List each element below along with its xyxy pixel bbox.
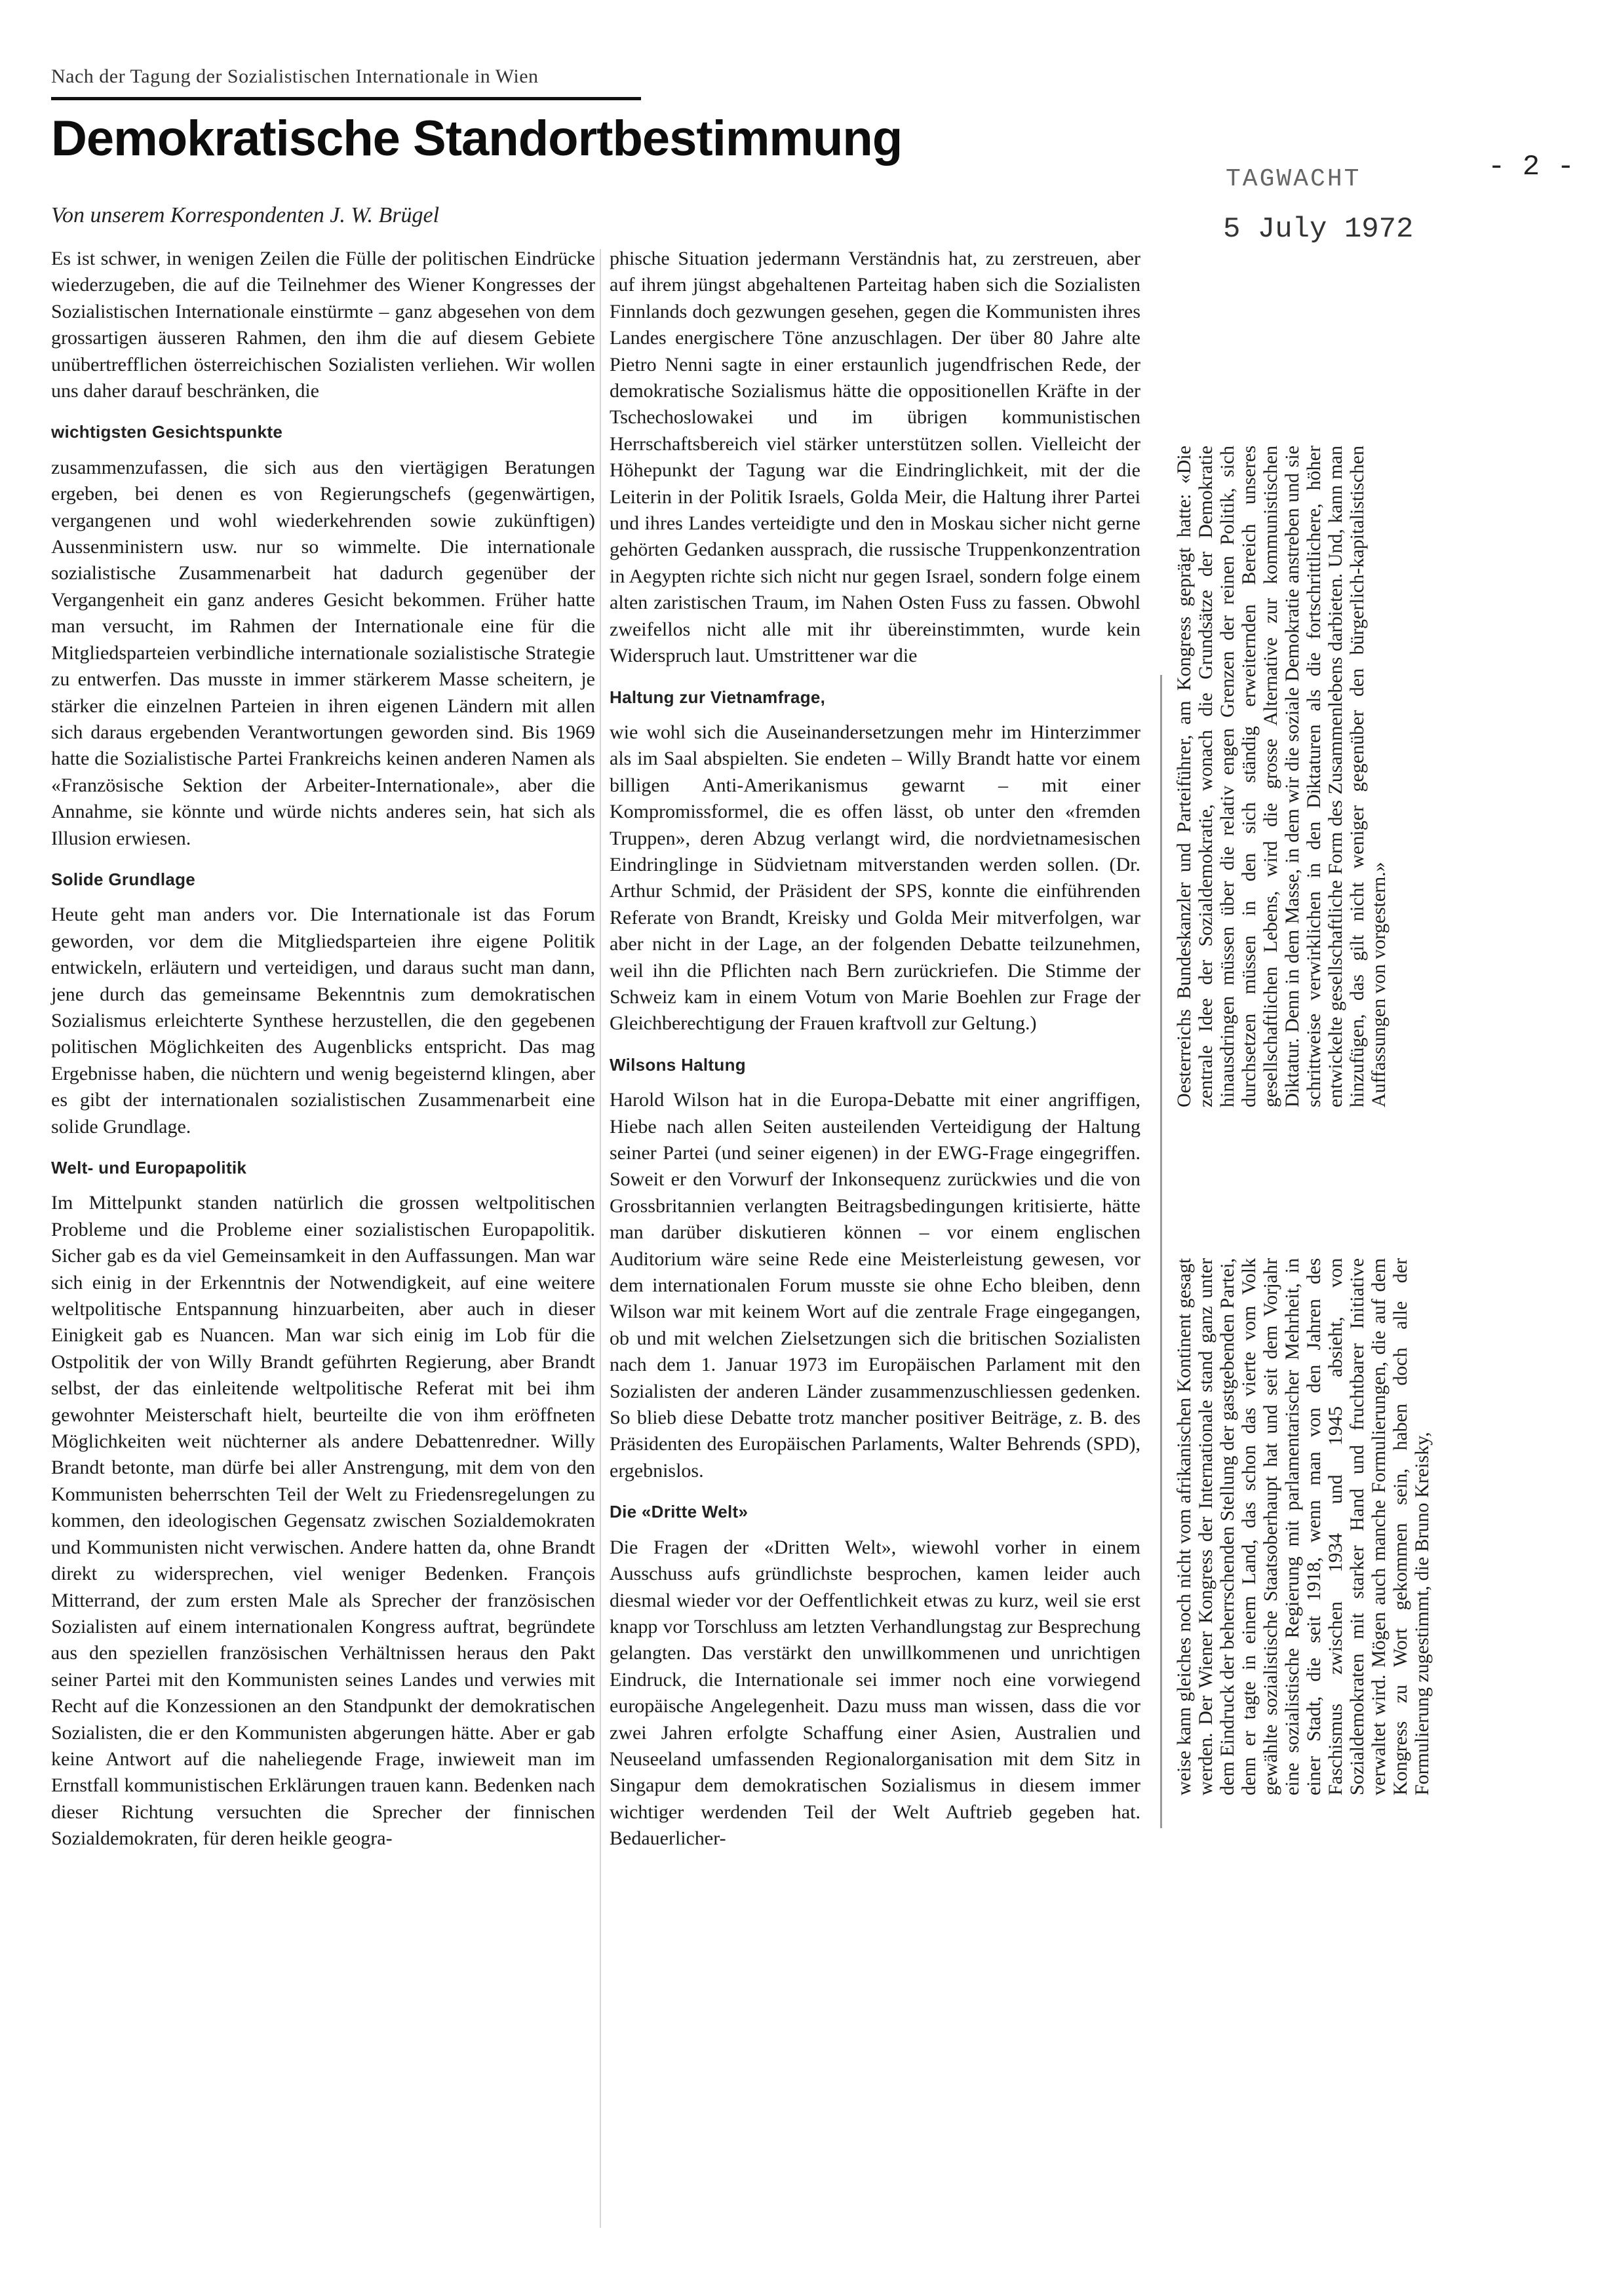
paragraph: zusammenzufassen, die sich aus den viertägigen Beratungen ergeben, bei denen es von Regierungschefs (gegenwärtigen, vergangenen und wohl wiederkehrenden sowie zukünftigen) Aussenministern usw. nur so wimmelte. Die internationale sozialistische Zusammenarbeit hat dadurch gegenüber der Vergangenheit ein ganz anderes Gesicht bekommen. Früher hatte man versucht, im Rahmen der Internationale eine für die Mitgliedsparteien verbindliche internationale sozialistische Strategie zu entwerfen. Das musste in immer stärkerem Masse scheitern, je stärker die einzelnen Parteien in ihren eigenen Ländern mit allen sich daraus ergebenden Verantwortungen geworden sind. Bis 1969 hatte die Sozialistische Partei Frankreichs keinen anderen Namen als «Französische Sektion der Arbeiter-Internationale», aber die Annahme, sie könnte und würde nichts anderes sein, hat sich als Illusion erwiesen. bbox=[51, 456, 595, 849]
paragraph: Es ist schwer, in wenigen Zeilen die Fülle der politischen Eindrücke wiederzugeben, die auf die Teilnehmer des Wiener Kongresses der Sozialistischen Internationale einstürmte – ganz abgesehen von dem grossartigen äusseren Rahmen, den ihm die auf diesem Gebiete unübertrefflichen österreichischen Sozialisten verliehen. Wir wollen uns daher darauf beschränken, die bbox=[51, 248, 595, 402]
article-byline: Von unserem Korrespondenten J. W. Brügel bbox=[51, 203, 440, 227]
subheading: Welt- und Europapolitik bbox=[51, 1158, 247, 1177]
paragraph: Harold Wilson hat in die Europa-Debatte mit einer angriffigen, Hiebe nach allen Seiten austeilenden Verteidigung der Haltung seiner Partei (und seiner eigenen) in der EWG-Frage eingegriffen. Soweit er den Vorwurf der Inkonsequenz zurückwies und die von Grossbritannien verlangten Beitragsbedingungen kritisierte, hätte man darüber diskutieren können – vor einem englischen Auditorium wäre seine Rede eine Meisterleistung gewesen, vor dem internationalen Forum musste sie ohne Echo bleiben, denn Wilson war mit keinem Wort auf die zentrale Frage eingegangen, ob und mit welchen Zielsetzungen sich die britischen Sozialisten nach dem 1. Januar 1973 im Europäischen Parlament mit den Sozialisten der anderen Länder zusammenzuschliessen gedenken. So blieb diese Debatte trotz mancher positiver Beiträge, z. B. des Präsidenten des Europäischen Parlaments, Walter Behrends (SPD), ergebnislos. bbox=[610, 1089, 1140, 1482]
article-date: 5 July 1972 bbox=[1223, 213, 1414, 246]
column-divider bbox=[600, 249, 601, 2228]
rotated-text-column-lower bbox=[1173, 1258, 1433, 1795]
paragraph: wie wohl sich die Auseinandersetzungen mehr im Hinterzimmer als im Saal abspielten. Sie endeten – Willy Brandt hatte vor einem billigen Anti-Amerikanismus gewarnt – mit einer Kompromissformel, die es offen lässt, ob unter den «fremden Truppen», deren Abzug verlangt wird, die nordvietnamesischen Eindringlinge in Südvietnam mitverstanden werden sollen. (Dr. Arthur Schmid, der Präsident der SPS, konnte die einführenden Referate von Brandt, Kreisky und Golda Meir mitverfolgen, war aber nicht in der Lage, an der folgenden Debatte teilzunehmen, weil ihn die Pflichten nach Bern zurückriefen. Die Stimme der Schweiz kam in einem Votum von Marie Boehlen zur Frage der Gleichberechtigung der Frauen kraftvoll zur Geltung.) bbox=[610, 721, 1140, 1035]
paragraph: phische Situation jedermann Verständnis hat, zu zerstreuen, aber auf ihrem jüngst abgehaltenen Parteitag haben sich die Sozialisten Finnlands doch gezwungen gesehen, gegen die Kommunisten ihres Landes energischere Töne anzuschlagen. Der über 80 Jahre alte Pietro Nenni sagte in einer erstaunlich jugendfrischen Rede, der demokratische Sozialismus hätte die oppositionellen Kräfte in der Tschechoslowakei und im übrigen kommunistischen Herrschaftsbereich viel stärker unterstützen sollen. Vielleicht der Höhepunkt der Tagung war die Eindringlichkeit, mit der die Leiterin in der Politik Israels, Golda Meir, die Haltung ihrer Partei und ihres Landes verteidigte und den in Moskau sicher nicht gerne gehörten Gedanken aussprach, die russische Truppenkonzentration in Aegypten richte sich nicht nur gegen Israel, sondern folge einem alten zaristischen Traum, im Nahen Osten Fuss zu fassen. Obwohl zweifellos nicht alle mit ihr übereinstimmten, wurde kein Widerspruch laut. Umstrittener war die bbox=[610, 248, 1140, 667]
newspaper-stamp: TAGWACHT bbox=[1226, 165, 1361, 193]
subheading: wichtigsten Gesichtspunkte bbox=[51, 422, 283, 442]
rotated-column-rule bbox=[1160, 675, 1162, 1828]
rotated-text-column-upper bbox=[1173, 446, 1390, 1107]
subheading: Haltung zur Vietnamfrage, bbox=[610, 687, 826, 707]
paragraph: weise kann gleiches noch nicht vom afrikanischen Kontinent gesagt werden. Der Wiener Kongress der Internationale stand ganz unter dem Eindruck der beherrschenden Stellung der gastgebenden Partei, denn er tagte in einem Land, das schon das vierte vom Volk gewählte sozialistische Staatsoberhaupt hat und seit dem Vorjahr eine sozialistische Regierung mit parlamentarischer Mehrheit, in einer Stadt, die seit 1918, wenn man von den Jahren des Faschismus zwischen 1934 und 1945 absieht, von Sozialdemokraten mit starker Hand und fruchtbarer Initiative verwaltet wird. Mögen auch manche Formulierungen, die auf dem Kongress zu Wort gekommen sein, haben doch alle der Formulierung zugestimmt, die Bruno Kreisky, bbox=[1173, 1258, 1433, 1795]
page-number: - 2 - bbox=[1488, 151, 1575, 183]
article-kicker: Nach der Tagung der Sozialistischen Internationale in Wien bbox=[51, 66, 539, 87]
kicker-rule bbox=[51, 97, 641, 100]
text-column-1 bbox=[51, 246, 595, 1854]
subheading: Die «Dritte Welt» bbox=[610, 1502, 749, 1522]
article-headline: Demokratische Standortbestimmung bbox=[51, 111, 903, 166]
subheading: Solide Grundlage bbox=[51, 869, 196, 889]
paragraph: Heute geht man anders vor. Die Internationale ist das Forum geworden, vor dem die Mitgliedsparteien ihre eigene Politik entwickeln, erläutern und verteidigen, und daraus sucht man dann, jene durch das gemeinsame Bekenntnis zum demokratischen Sozialismus erleichterte Synthese herzustellen, die den gegebenen politischen Möglichkeiten des Augenblicks entspricht. Das mag Ergebnisse haben, die nüchtern und wenig begeisternd klingen, aber es gibt der internationalen sozialistischen Zusammenarbeit eine solide Grundlage. bbox=[51, 904, 595, 1138]
paragraph: Im Mittelpunkt standen natürlich die grossen weltpolitischen Probleme und die Probleme einer sozialistischen Europapolitik. Sicher gab es da viel Gemeinsamkeit in den Auffassungen. Man war sich einig in der Erkenntnis der Notwendigkeit, auf eine weitere weltpolitische Entspannung hinzuarbeiten, aber auch in dieser Einigkeit gab es Nuancen. Man war sich einig im Lob für die Ostpolitik der von Willy Brandt geführten Regierung, aber Brandt selbst, der das einleitende weltpolitische Referat mit bei ihm gewohnter Meisterschaft hielt, beurteilte die von ihm eröffneten Möglichkeiten weit nüchterner als andere Debattenredner. Willy Brandt betonte, man dürfe bei aller Anstrengung, mit dem von den Kommunisten beherrschten Teil der Welt zu Friedensregelungen zu kommen, den ideologischen Gegensatz zwischen Sozialdemokraten und Kommunisten nicht verwischen. Andere hatten da, ohne Brandt direkt zu widersprechen, viel weniger Bedenken. François Mitterrand, der zum ersten Male als Sprecher der französischen Sozialisten auf einem internationalen Kongress auftrat, begründete aus den speziellen französischen Verhältnissen heraus den Pakt seiner Partei mit den Kommunisten seines Landes und verwies mit Recht auf die Konzessionen an den Standpunkt der demokratischen Sozialisten, die er den Kommunisten abgerungen hätte. Aber er gab keine Antwort auf die naheliegende Frage, inwieweit man im Ernstfall kommunistischen Erklärungen trauen kann. Bedenken nach dieser Richtung versuchten die Sprecher der finnischen Sozialdemokraten, für deren heikle geogra- bbox=[51, 1192, 595, 1850]
paragraph: Die Fragen der «Dritten Welt», wiewohl vorher in einem Ausschuss aufs gründlichste besprochen, kamen leider auch diesmal wieder vor der Oeffentlichkeit etwas zu kurz, weil sie erst knapp vor Torschluss am letzten Verhandlungstag zur Besprechung gelangten. Das verstärkt den unwillkommenen und unrichtigen Eindruck, die Internationale sei immer noch eine vorwiegend europäische Angelegenheit. Dazu muss man wissen, dass die vor zwei Jahren erfolgte Schaffung einer Asien, Australien und Neuseeland umfassenden Regionalorganisation mit dem Sitz in Singapur dem demokratischen Sozialismus in diesem immer wichtiger werdenden Teil der Welt Auftrieb gegeben hat. Bedauerlicher- bbox=[610, 1536, 1140, 1850]
paragraph: Oesterreichs Bundeskanzler und Parteiführer, am Kongress geprägt hatte: «Die zentrale Idee der Sozialdemokratie, wonach die Grundsätze der Demokratie hinausdringen müssen über die relativ engen Grenzen der reinen Politik, sich durchsetzen müssen in den sich ständig erweiternden Bereich unseres gesellschaftlichen Lebens, wird die grosse Alternative zur kommunistischen Diktatur. Denn in dem Masse, in dem wir die soziale Demokratie anstreben und sie schrittweise verwirklichen in den Diktaturen als die fortschrittlichere, höher entwickelte gesellschaftliche Form des Zusammenlebens darbieten. Und, kann man hinzufügen, das gilt nicht weniger gegenüber den bürgerlich-kapitalistischen Auffassungen von vorgestern.» bbox=[1173, 446, 1390, 1107]
text-column-2 bbox=[610, 246, 1140, 1854]
subheading: Wilsons Haltung bbox=[610, 1054, 746, 1075]
